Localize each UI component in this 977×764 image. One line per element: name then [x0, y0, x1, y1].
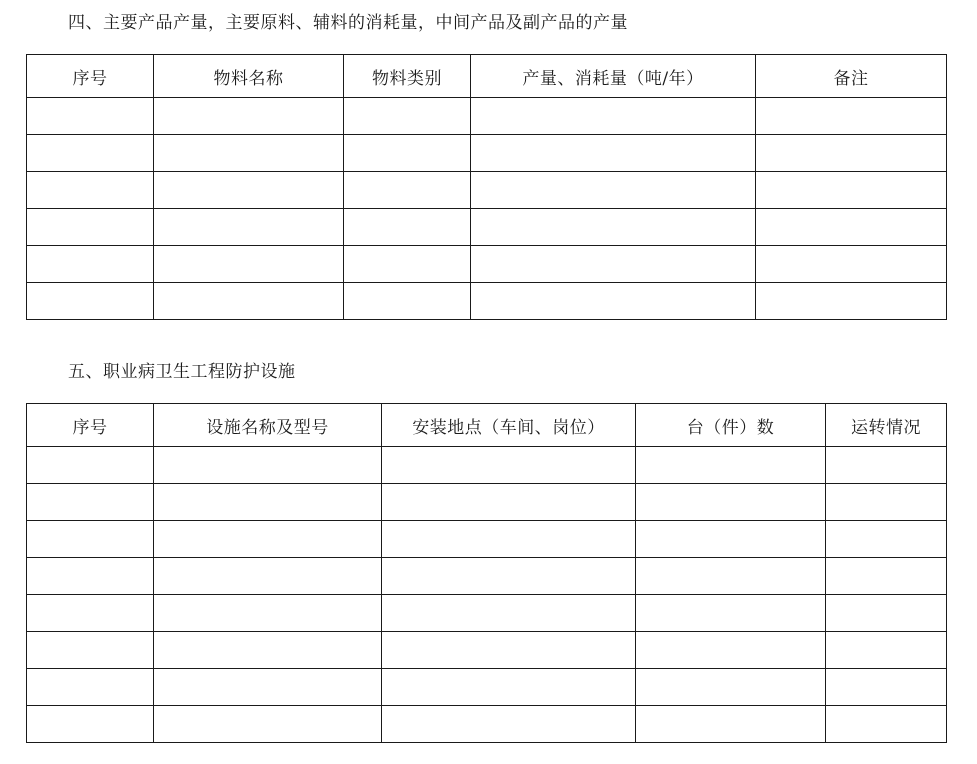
table-cell[interactable]: [636, 595, 826, 632]
table-cell[interactable]: [27, 595, 154, 632]
table-cell[interactable]: [154, 98, 344, 135]
table-row: [27, 595, 947, 632]
table-cell[interactable]: [382, 447, 636, 484]
table-cell[interactable]: [27, 246, 154, 283]
materials-table-body: [27, 98, 947, 320]
table-cell[interactable]: [27, 283, 154, 320]
table-row: [27, 706, 947, 743]
table-cell[interactable]: [154, 632, 382, 669]
column-header-facility-name-model: 设施名称及型号: [154, 404, 382, 447]
table-cell[interactable]: [154, 558, 382, 595]
table-cell[interactable]: [27, 706, 154, 743]
table-cell[interactable]: [154, 669, 382, 706]
table-cell[interactable]: [756, 172, 947, 209]
table-cell[interactable]: [344, 283, 471, 320]
table-cell[interactable]: [826, 447, 947, 484]
column-header-serial: 序号: [27, 404, 154, 447]
table-cell[interactable]: [154, 172, 344, 209]
table-cell[interactable]: [154, 447, 382, 484]
table-row: [27, 669, 947, 706]
table-cell[interactable]: [27, 632, 154, 669]
materials-table: [26, 54, 947, 320]
column-header-remarks: 备注: [756, 55, 947, 98]
table-cell[interactable]: [154, 135, 344, 172]
table-cell[interactable]: [636, 484, 826, 521]
table-cell[interactable]: [756, 135, 947, 172]
table-cell[interactable]: [382, 595, 636, 632]
column-header-operation-status: 运转情况: [826, 404, 947, 447]
table-cell[interactable]: [471, 209, 756, 246]
table-cell[interactable]: [826, 632, 947, 669]
table-cell[interactable]: [27, 521, 154, 558]
table-row: [27, 135, 947, 172]
table-cell[interactable]: [154, 484, 382, 521]
table-cell[interactable]: [27, 669, 154, 706]
table-cell[interactable]: [344, 172, 471, 209]
table-cell[interactable]: [756, 246, 947, 283]
table-cell[interactable]: [636, 669, 826, 706]
table-cell[interactable]: [27, 98, 154, 135]
column-header-install-location: 安装地点（车间、岗位）: [382, 404, 636, 447]
table-cell[interactable]: [27, 209, 154, 246]
table-cell[interactable]: [27, 135, 154, 172]
table-cell[interactable]: [471, 283, 756, 320]
table-row: [27, 558, 947, 595]
table-cell[interactable]: [382, 669, 636, 706]
table-cell[interactable]: [344, 246, 471, 283]
table-row: [27, 632, 947, 669]
column-header-serial: 序号: [27, 55, 154, 98]
table-cell[interactable]: [636, 521, 826, 558]
table-header-row: [27, 404, 947, 447]
table-cell[interactable]: [27, 558, 154, 595]
table-cell[interactable]: [826, 669, 947, 706]
table-row: [27, 484, 947, 521]
table-cell[interactable]: [636, 447, 826, 484]
table-cell[interactable]: [471, 246, 756, 283]
table-cell[interactable]: [471, 172, 756, 209]
table-cell[interactable]: [27, 484, 154, 521]
table-cell[interactable]: [154, 246, 344, 283]
table-cell[interactable]: [382, 558, 636, 595]
table-cell[interactable]: [382, 484, 636, 521]
table-row: [27, 447, 947, 484]
table-cell[interactable]: [154, 706, 382, 743]
table-row: [27, 283, 947, 320]
table-cell[interactable]: [344, 98, 471, 135]
table-cell[interactable]: [636, 558, 826, 595]
table-cell[interactable]: [344, 209, 471, 246]
table-cell[interactable]: [756, 209, 947, 246]
protection-facilities-table-body: [27, 447, 947, 743]
column-header-material-category: 物料类别: [344, 55, 471, 98]
table-cell[interactable]: [471, 135, 756, 172]
table-cell[interactable]: [154, 595, 382, 632]
table-cell[interactable]: [826, 521, 947, 558]
protection-facilities-table: [26, 403, 947, 743]
table-header-row: [27, 55, 947, 98]
table-row: [27, 98, 947, 135]
column-header-material-name: 物料名称: [154, 55, 344, 98]
table-cell[interactable]: [636, 632, 826, 669]
table-cell[interactable]: [382, 521, 636, 558]
table-row: [27, 209, 947, 246]
table-cell[interactable]: [826, 595, 947, 632]
table-cell[interactable]: [826, 558, 947, 595]
table-cell[interactable]: [154, 521, 382, 558]
table-row: [27, 246, 947, 283]
column-header-unit-count: 台（件）数: [636, 404, 826, 447]
table-row: [27, 521, 947, 558]
table-cell[interactable]: [471, 98, 756, 135]
table-cell[interactable]: [636, 706, 826, 743]
table-cell[interactable]: [826, 484, 947, 521]
table-cell[interactable]: [382, 632, 636, 669]
table-cell[interactable]: [27, 172, 154, 209]
table-cell[interactable]: [382, 706, 636, 743]
table-cell[interactable]: [756, 98, 947, 135]
section-5-title: 五、职业病卫生工程防护设施: [68, 362, 296, 382]
table-cell[interactable]: [826, 706, 947, 743]
column-header-output-consumption: 产量、消耗量（吨/年）: [471, 55, 756, 98]
table-row: [27, 172, 947, 209]
table-cell[interactable]: [344, 135, 471, 172]
table-cell[interactable]: [756, 283, 947, 320]
section-4-title: 四、主要产品产量，主要原料、辅料的消耗量，中间产品及副产品的产量: [68, 13, 628, 33]
table-cell[interactable]: [27, 447, 154, 484]
table-cell[interactable]: [154, 209, 344, 246]
table-cell[interactable]: [154, 283, 344, 320]
